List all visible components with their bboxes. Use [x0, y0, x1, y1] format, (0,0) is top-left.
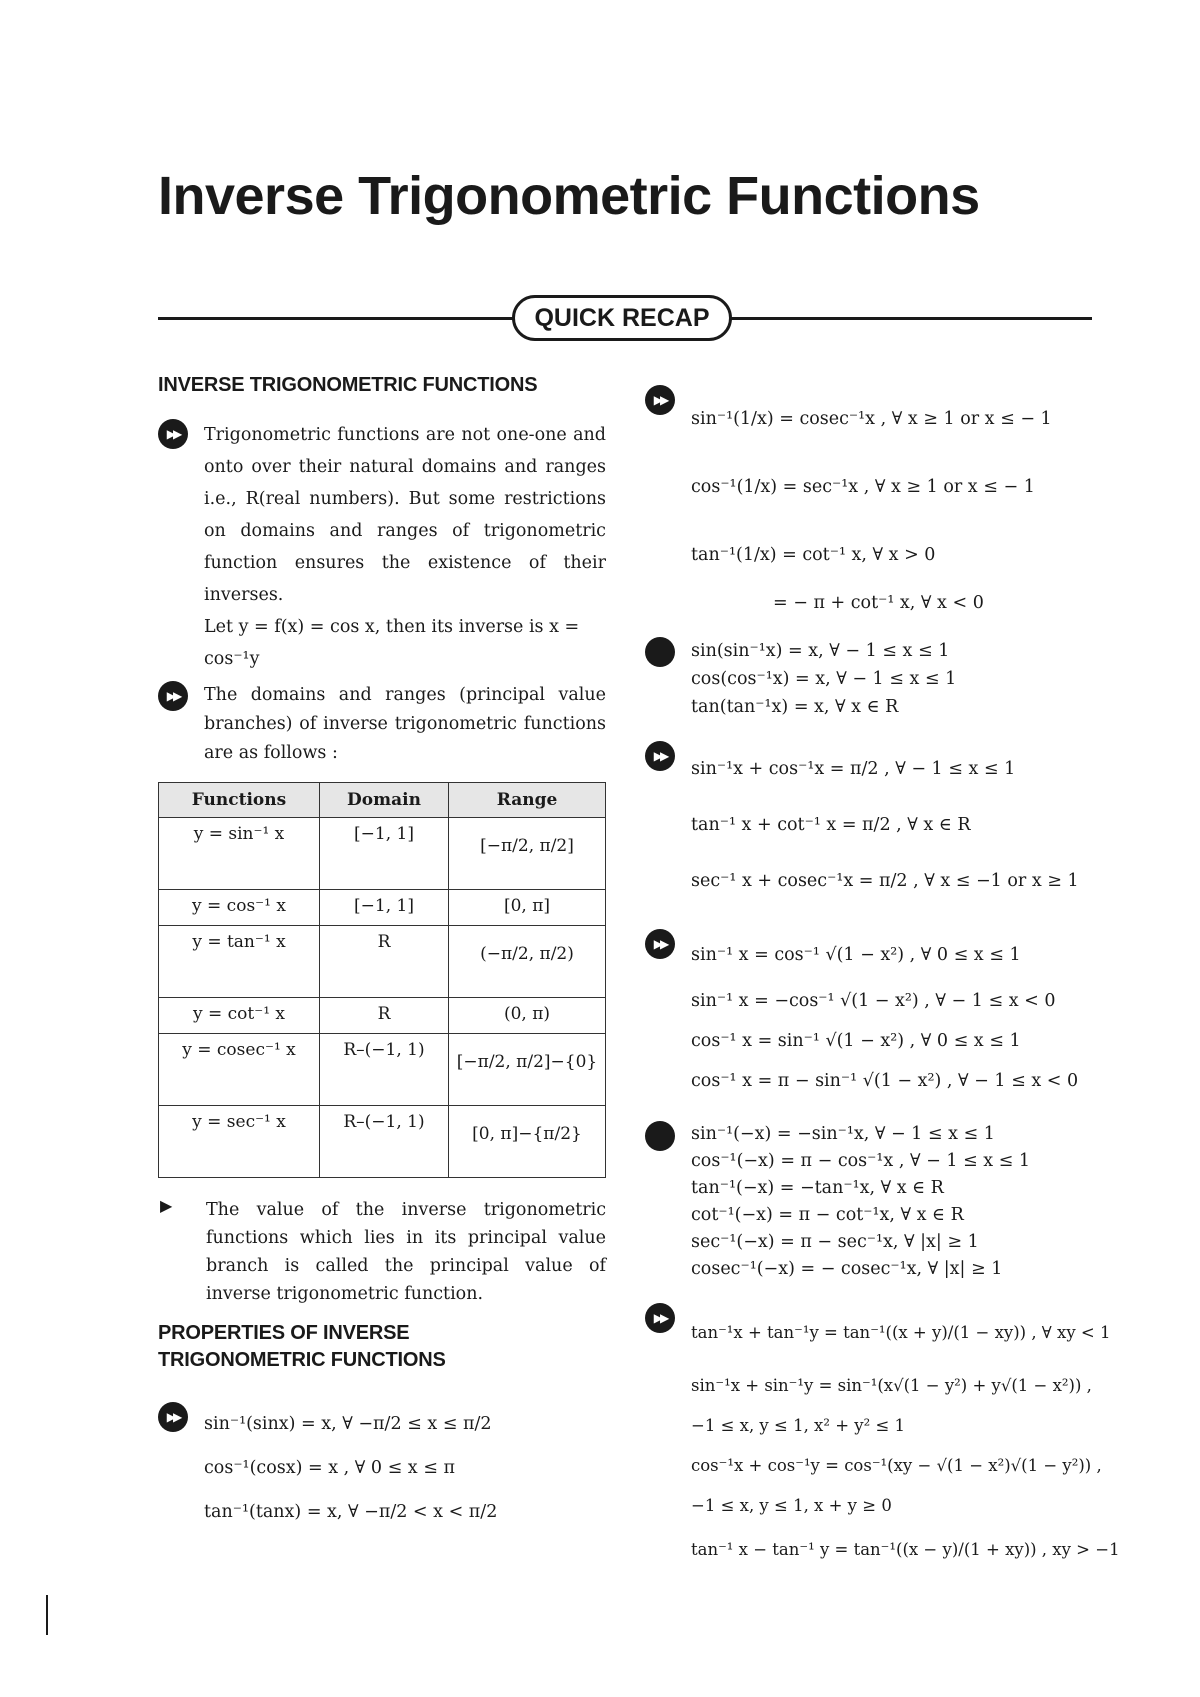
table-cell: y = tan⁻¹ x — [159, 926, 320, 998]
round-bullet-icon — [645, 1121, 675, 1151]
definition-paragraph: Trigonometric functions are not one-one and onto over their natural domains and ranges i.e., R(real numbers). But some restrictions on domains and ranges of trigonometric function ensures the existence of their inverses. — [204, 425, 606, 605]
table-header-row — [159, 783, 606, 818]
formula: tan⁻¹(1/x) = cot⁻¹ x, ∀ x > 0 — [691, 545, 936, 565]
table-cell: y = cosec⁻¹ x — [159, 1034, 320, 1106]
table-cell: (−π/2, π/2) — [449, 926, 606, 998]
table-cell: R–(−1, 1) — [320, 1106, 449, 1178]
domain-range-table — [158, 782, 606, 1178]
formula: cos⁻¹ x = sin⁻¹ √(1 − x²) , ∀ 0 ≤ x ≤ 1 — [691, 1031, 1021, 1051]
table-row — [159, 1034, 606, 1106]
formula: tan⁻¹x + tan⁻¹y = tan⁻¹((x + y)/(1 − xy)) , ∀ xy < 1 — [691, 1323, 1111, 1342]
negative-argument-identities — [645, 1121, 1105, 1283]
table-cell: (0, π) — [449, 998, 606, 1034]
sqrt-identities — [645, 929, 1105, 1101]
table-cell: R — [320, 926, 449, 998]
fast-forward-bullet-icon: ▶▶ — [158, 681, 188, 711]
formula: cos⁻¹(1/x) = sec⁻¹x , ∀ x ≥ 1 or x ≤ − 1 — [691, 477, 1035, 497]
formula: cot⁻¹(−x) = π − cot⁻¹x, ∀ x ∈ R — [691, 1205, 964, 1225]
bullet-definition — [158, 419, 606, 675]
formula: sin⁻¹(1/x) = cosec⁻¹x , ∀ x ≥ 1 or x ≤ − 1 — [691, 409, 1052, 429]
round-bullet-icon — [645, 637, 675, 667]
formula: sin⁻¹ x = cos⁻¹ √(1 − x²) , ∀ 0 ≤ x ≤ 1 — [691, 945, 1021, 965]
formula: sin⁻¹(sinx) = x, ∀ −π/2 ≤ x ≤ π/2 — [204, 1414, 492, 1434]
bullet-domains — [158, 681, 606, 768]
table-cell: [0, π]−{π/2} — [449, 1106, 606, 1178]
fast-forward-bullet-icon: ▶▶ — [158, 419, 188, 449]
formula: sin(sin⁻¹x) = x, ∀ − 1 ≤ x ≤ 1 — [691, 641, 950, 661]
formula: sin⁻¹(−x) = −sin⁻¹x, ∀ − 1 ≤ x ≤ 1 — [691, 1124, 995, 1144]
formula: cosec⁻¹(−x) = − cosec⁻¹x, ∀ |x| ≥ 1 — [691, 1259, 1003, 1279]
formula: sin⁻¹x + cos⁻¹x = π/2 , ∀ − 1 ≤ x ≤ 1 — [691, 759, 1016, 779]
section-heading-properties — [158, 1320, 606, 1374]
table-header: Range — [449, 783, 606, 818]
divider-right — [730, 317, 1092, 320]
formula: sec⁻¹(−x) = π − sec⁻¹x, ∀ |x| ≥ 1 — [691, 1232, 979, 1252]
table-header: Functions — [159, 783, 320, 818]
table-row — [159, 1106, 606, 1178]
triangle-bullet-icon: ▶ — [160, 1196, 173, 1215]
table-cell: R–(−1, 1) — [320, 1034, 449, 1106]
table-cell: [−1, 1] — [320, 890, 449, 926]
quick-recap-badge: QUICK RECAP — [512, 295, 732, 341]
table-cell: y = sec⁻¹ x — [159, 1106, 320, 1178]
table-cell: [−π/2, π/2]−{0} — [449, 1034, 606, 1106]
heading-line: TRIGONOMETRIC FUNCTIONS — [158, 1349, 446, 1371]
domains-paragraph: The domains and ranges (principal value branches) of inverse trigonometric functions are as follows : — [204, 685, 606, 763]
section-heading-inverse-trig: INVERSE TRIGONOMETRIC FUNCTIONS — [158, 374, 538, 396]
table-row — [159, 926, 606, 998]
heading-line: PROPERTIES OF INVERSE — [158, 1322, 410, 1344]
table-row — [159, 998, 606, 1034]
page-margin-mark — [46, 1595, 48, 1635]
cos-inverse-example: Let y = f(x) = cos x, then its inverse is x = cos⁻¹y — [204, 617, 580, 669]
right-column — [645, 385, 1120, 1583]
formula: tan⁻¹(tanx) = x, ∀ −π/2 < x < π/2 — [204, 1502, 498, 1522]
fast-forward-bullet-icon: ▶▶ — [645, 385, 675, 415]
table-cell: [0, π] — [449, 890, 606, 926]
composition-identities — [645, 637, 1105, 721]
principal-value-paragraph: The value of the inverse trigonometric functions which lies in its principal value branch is called the principal value of inverse trigonometric function. — [206, 1200, 606, 1304]
fast-forward-bullet-icon: ▶▶ — [645, 1303, 675, 1333]
divider-left — [158, 317, 514, 320]
table-cell: y = cot⁻¹ x — [159, 998, 320, 1034]
formula: tan⁻¹(−x) = −tan⁻¹x, ∀ x ∈ R — [691, 1178, 944, 1198]
formula: tan⁻¹ x − tan⁻¹ y = tan⁻¹((x − y)/(1 + xy)) , xy > −1 — [691, 1540, 1120, 1559]
formula: −1 ≤ x, y ≤ 1, x + y ≥ 0 — [691, 1496, 892, 1515]
table-cell: R — [320, 998, 449, 1034]
table-cell: y = sin⁻¹ x — [159, 818, 320, 890]
formula: cos⁻¹(−x) = π − cos⁻¹x , ∀ − 1 ≤ x ≤ 1 — [691, 1151, 1031, 1171]
table-row — [159, 890, 606, 926]
table-header: Domain — [320, 783, 449, 818]
fast-forward-bullet-icon: ▶▶ — [158, 1402, 188, 1432]
formula: cos(cos⁻¹x) = x, ∀ − 1 ≤ x ≤ 1 — [691, 669, 957, 689]
table-cell: [−1, 1] — [320, 818, 449, 890]
formula: cos⁻¹(cosx) = x , ∀ 0 ≤ x ≤ π — [204, 1458, 455, 1478]
fast-forward-bullet-icon: ▶▶ — [645, 929, 675, 959]
formula: sin⁻¹ x = −cos⁻¹ √(1 − x²) , ∀ − 1 ≤ x < 0 — [691, 991, 1056, 1011]
table-cell: y = cos⁻¹ x — [159, 890, 320, 926]
sum-identities — [645, 741, 1105, 909]
formula: sec⁻¹ x + cosec⁻¹x = π/2 , ∀ x ≤ −1 or x ≥ 1 — [691, 871, 1079, 891]
table-row — [159, 818, 606, 890]
page-title: Inverse Trigonometric Functions — [158, 166, 980, 226]
fast-forward-bullet-icon: ▶▶ — [645, 741, 675, 771]
formula: tan(tan⁻¹x) = x, ∀ x ∈ R — [691, 697, 899, 717]
formula: −1 ≤ x, y ≤ 1, x² + y² ≤ 1 — [691, 1416, 906, 1435]
formula: tan⁻¹ x + cot⁻¹ x = π/2 , ∀ x ∈ R — [691, 815, 971, 835]
formula: = − π + cot⁻¹ x, ∀ x < 0 — [773, 593, 984, 613]
addition-formulas — [645, 1303, 1120, 1577]
bullet-principal-value — [158, 1196, 606, 1308]
formula: cos⁻¹x + cos⁻¹y = cos⁻¹(xy − √(1 − x²)√(1 − y²)) , — [691, 1456, 1102, 1475]
reciprocal-identities — [645, 385, 1105, 617]
formula: cos⁻¹ x = π − sin⁻¹ √(1 − x²) , ∀ − 1 ≤ x < 0 — [691, 1071, 1079, 1091]
left-column — [158, 372, 606, 1540]
bullet-properties — [158, 1402, 606, 1534]
table-cell: [−π/2, π/2] — [449, 818, 606, 890]
formula: sin⁻¹x + sin⁻¹y = sin⁻¹(x√(1 − y²) + y√(1 − x²)) , — [691, 1376, 1092, 1395]
